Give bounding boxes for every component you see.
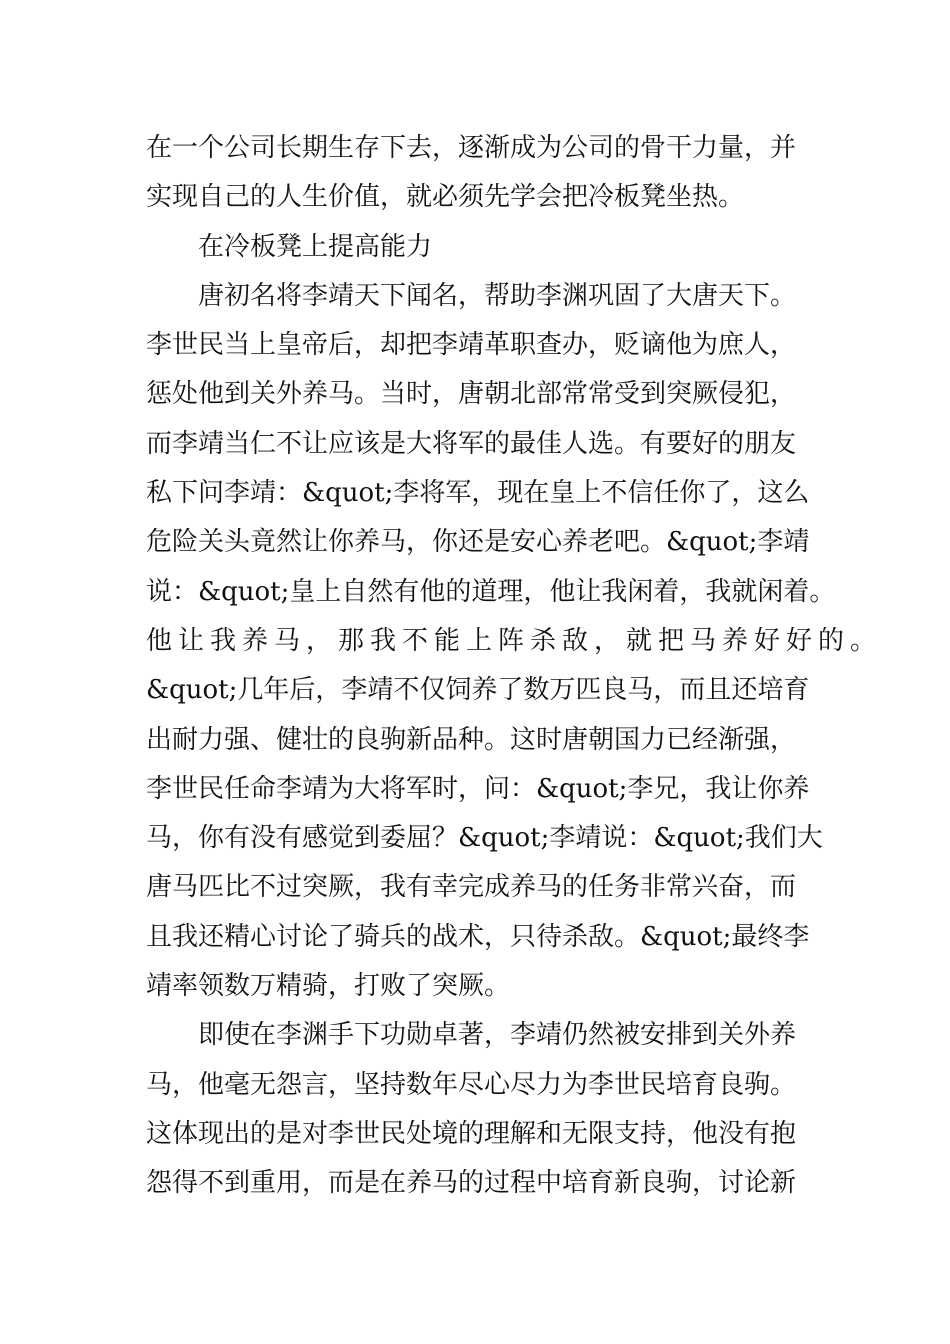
text-line: 惩处他到关外养马。当时，唐朝北部常常受到突厥侵犯， [146, 379, 797, 410]
paragraph-first-line: 即使在李渊手下功勋卓著，李靖仍然被安排到关外养 [198, 1020, 797, 1051]
text-line: 且我还精心讨论了骑兵的战术，只待杀敌。&quot;最终李 [146, 921, 810, 952]
text-line: &quot;几年后，李靖不仅饲养了数万匹良马，而且还培育 [146, 675, 810, 706]
text-line: 出耐力强、健壮的良驹新品种。这时唐朝国力已经渐强， [146, 724, 797, 755]
text-line: 而李靖当仁不让应该是大将军的最佳人选。有要好的朋友 [146, 428, 797, 459]
text-line: 马，他毫无怨言，坚持数年尽心尽力为李世民培育良驹。 [146, 1069, 797, 1100]
text-line: 危险关头竟然让你养马，你还是安心养老吧。&quot;李靖 [146, 527, 810, 558]
text-line: 在一个公司长期生存下去，逐渐成为公司的骨干力量，并 [146, 133, 797, 163]
text-line: 怨得不到重用，而是在养马的过程中培育新良驹，讨论新 [146, 1168, 797, 1199]
text-line: 实现自己的人生价值，就必须先学会把冷板凳坐热。 [146, 182, 745, 213]
section-heading: 在冷板凳上提高能力 [198, 231, 433, 262]
document-body [146, 124, 883, 1209]
text-line: 马，你有没有感觉到委屈？&quot;李靖说：&quot;我们大 [146, 823, 823, 854]
text-line: 他让我养马，那我不能上阵杀敌，就把马养好好的。 [146, 625, 883, 656]
text-line: 李世民当上皇帝后，却把李靖革职查办，贬谪他为庶人， [146, 330, 797, 361]
text-line: 这体现出的是对李世民处境的理解和无限支持，他没有抱 [146, 1118, 797, 1149]
text-line: 私下问李靖：&quot;李将军，现在皇上不信任你了，这么 [146, 478, 810, 509]
text-line: 靖率领数万精骑，打败了突厥。 [146, 971, 511, 1002]
text-line: 李世民任命李靖为大将军时，问：&quot;李兄，我让你养 [146, 773, 810, 804]
paragraph-first-line: 唐初名将李靖天下闻名，帮助李渊巩固了大唐天下。 [198, 280, 797, 311]
text-line: 说：&quot;皇上自然有他的道理，他让我闲着，我就闲着。 [146, 576, 836, 607]
text-line: 唐马匹比不过突厥，我有幸完成养马的任务非常兴奋，而 [146, 872, 797, 903]
